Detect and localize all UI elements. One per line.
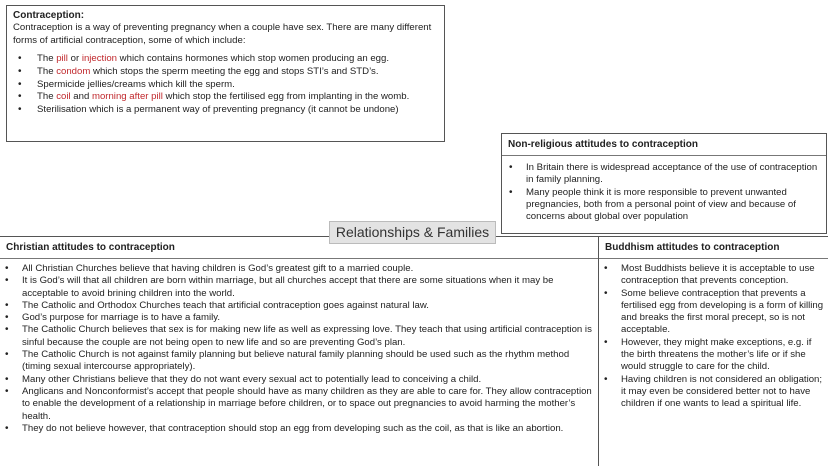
- nonreligious-list: [502, 156, 826, 223]
- list-item: • The Catholic and Orthodox Churches teach that artificial contraception goes against natural law.: [0, 300, 594, 312]
- christian-box: [0, 236, 599, 466]
- list-item: • However, they might make exceptions, e.g. if the birth threatens the mother’s life or if she would struggle to care for the child.: [599, 337, 824, 374]
- list-item: • Many people think it is more responsible to prevent unwanted pregnancies, both from a personal point of view and because of concerns about global over population: [504, 187, 822, 224]
- nonreligious-heading: Non-religious attitudes to contraception: [502, 134, 826, 156]
- list-item: • In Britain there is widespread acceptance of the use of contraception in family planning.: [504, 162, 822, 187]
- list-item: • They do not believe however, that contraception should stop an egg from developing such as the coil, as that is like an abortion.: [0, 423, 594, 435]
- contraception-intro: Contraception is a way of preventing pregnancy when a couple have sex. There are many different forms of artificial contraception, some of which include:: [13, 22, 432, 46]
- list-item: • God’s purpose for marriage is to have a family.: [0, 312, 594, 324]
- list-item: • All Christian Churches believe that having children is God’s greatest gift to a married couple.: [0, 263, 594, 275]
- list-item: • Spermicide jellies/creams which kill the sperm.: [13, 79, 438, 92]
- buddhism-list: [599, 259, 828, 411]
- christian-list: [0, 259, 598, 435]
- list-item: • The condom which stops the sperm meeting the egg and stops STI’s and STD’s.: [13, 66, 438, 79]
- contraception-box: [6, 5, 445, 142]
- list-item: • The Catholic Church is not against family planning but believe natural family planning should be used such as the rhythm method (timing sexual intercourse appropriately).: [0, 349, 594, 374]
- list-item: • The coil and morning after pill which stop the fertilised egg from implanting in the womb.: [13, 91, 438, 104]
- list-item: • Having children is not considered an obligation; it may even be considered better not to have children if one wants to lead a spiritual life.: [599, 374, 824, 411]
- list-item: • Many other Christians believe that they do not want every sexual act to potentially lead to conceiving a child.: [0, 374, 594, 386]
- list-item: • The pill or injection which contains hormones which stop women producing an egg.: [13, 53, 438, 66]
- contraception-list: [13, 53, 438, 117]
- buddhism-box: [598, 236, 828, 466]
- list-item: • Anglicans and Nonconformist’s accept that people should have as many children as they are able to care for. They allow contraception to enable the development of a relationship in marriage before children, or to space out pregnancies to avoid harming the mother’s health.: [0, 386, 594, 423]
- list-item: • Some believe contraception that prevents a fertilised egg from developing is a form of killing and breaks the first moral precept, so is not acceptable.: [599, 288, 824, 337]
- list-item: • It is God’s will that all children are born within marriage, but all churches accept that there are some situations when it may be acceptable to avoid brining children into the world.: [0, 275, 594, 300]
- nonreligious-box: [501, 133, 827, 234]
- list-item: • Sterilisation which is a permanent way of preventing pregnancy (it cannot be undone): [13, 104, 438, 117]
- list-item: • Most Buddhists believe it is acceptable to use contraception that prevents conception.: [599, 263, 824, 288]
- page-title: Relationships & Families: [329, 221, 496, 244]
- list-item: • The Catholic Church believes that sex is for making new life as well as expressing love. They teach that using artificial contraception is sinful because the couple are not being open to new life and so are preventing God’s plan.: [0, 324, 594, 349]
- buddhism-heading: Buddhism attitudes to contraception: [599, 237, 828, 259]
- contraception-heading: Contraception:: [13, 10, 85, 21]
- christian-heading: Christian attitudes to contraception: [0, 237, 598, 259]
